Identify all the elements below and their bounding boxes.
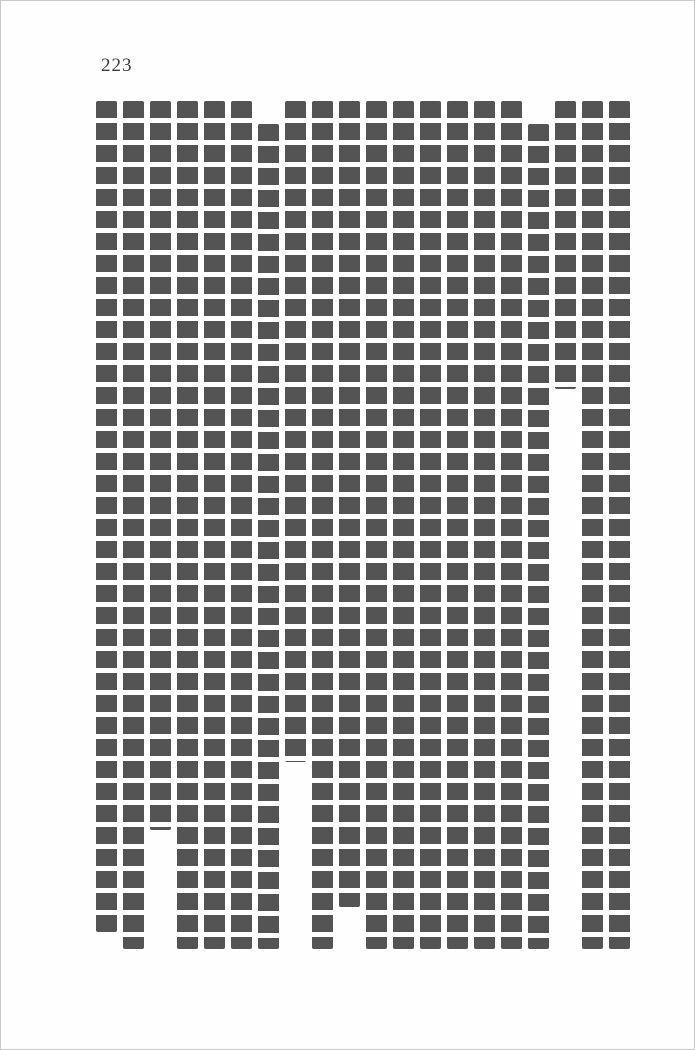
text-column-redacted xyxy=(258,124,279,949)
text-column-redacted xyxy=(582,101,603,949)
text-column-redacted xyxy=(150,101,171,830)
text-column-redacted xyxy=(204,101,225,949)
text-column-redacted xyxy=(312,101,333,949)
text-column-redacted xyxy=(339,101,360,907)
text-column-redacted xyxy=(96,101,117,932)
text-column-redacted xyxy=(555,101,576,389)
text-column-redacted xyxy=(528,124,549,949)
body-text-redacted xyxy=(85,101,630,949)
text-column-redacted xyxy=(231,101,252,949)
page-number: 223 xyxy=(101,55,133,76)
text-column-redacted xyxy=(474,101,495,949)
text-column-redacted xyxy=(366,101,387,949)
text-column-redacted xyxy=(447,101,468,949)
text-column-redacted xyxy=(609,101,630,949)
text-column-redacted xyxy=(285,101,306,762)
text-column-redacted xyxy=(393,101,414,949)
text-column-redacted xyxy=(420,101,441,949)
text-column-redacted xyxy=(177,101,198,949)
text-column-redacted xyxy=(123,101,144,949)
text-column-redacted xyxy=(501,101,522,949)
